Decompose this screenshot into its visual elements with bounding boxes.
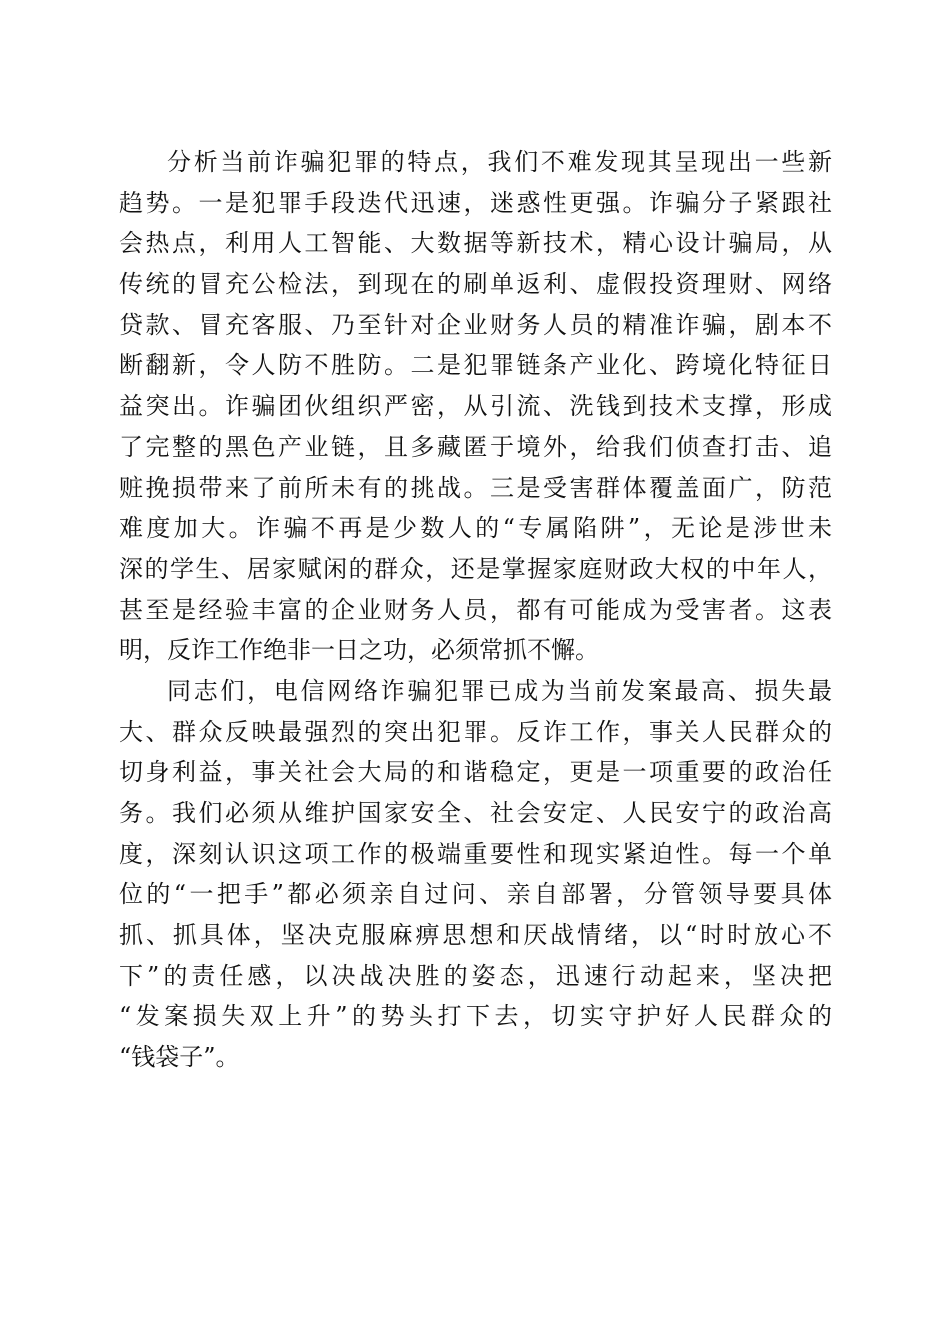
- paragraph-line: 传统的冒充公检法，到现在的刷单返利、虚假投资理财、网络: [119, 270, 832, 299]
- paragraph-line: 断翻新，令人防不胜防。二是犯罪链条产业化、跨境化特征日: [119, 351, 832, 380]
- paragraph-1: [119, 142, 832, 671]
- paragraph-line: 位的“一把手”都必须亲自过问、亲自部署，分管领导要具体: [119, 880, 832, 909]
- paragraph-line: 赃挽损带来了前所未有的挑战。三是受害群体覆盖面广，防范: [119, 473, 832, 502]
- paragraph-line: 了完整的黑色产业链，且多藏匿于境外，给我们侦查打击、追: [119, 432, 832, 461]
- paragraph-line: 甚至是经验丰富的企业财务人员，都有可能成为受害者。这表: [119, 595, 832, 624]
- paragraph-line: 度，深刻认识这项工作的极端重要性和现实紧迫性。每一个单: [119, 839, 832, 868]
- paragraph-line: 难度加大。诈骗不再是少数人的“专属陷阱”，无论是涉世未: [119, 514, 832, 543]
- paragraph-line: 同志们，电信网络诈骗犯罪已成为当前发案最高、损失最: [167, 676, 832, 705]
- paragraph-line: 下”的责任感，以决战决胜的姿态，迅速行动起来，坚决把: [119, 961, 832, 990]
- document-body: [119, 142, 832, 1078]
- paragraph-line: 益突出。诈骗团伙组织严密，从引流、洗钱到技术支撑，形成: [119, 392, 832, 421]
- paragraph-line: 深的学生、居家赋闲的群众，还是掌握家庭财政大权的中年人，: [119, 554, 832, 583]
- paragraph-line: 大、群众反映最强烈的突出犯罪。反诈工作，事关人民群众的: [119, 717, 832, 746]
- paragraph-line: 会热点，利用人工智能、大数据等新技术，精心设计骗局，从: [119, 229, 832, 258]
- paragraph-line: 明，反诈工作绝非一日之功，必须常抓不懈。: [119, 636, 599, 665]
- paragraph-line: 贷款、冒充客服、乃至针对企业财务人员的精准诈骗，剧本不: [119, 310, 832, 339]
- paragraph-line: 抓、抓具体，坚决克服麻痹思想和厌战情绪，以“时时放心不: [119, 921, 832, 950]
- paragraph-line: 趋势。一是犯罪手段迭代迅速，迷惑性更强。诈骗分子紧跟社: [119, 188, 832, 217]
- paragraph-line: 分析当前诈骗犯罪的特点，我们不难发现其呈现出一些新: [167, 148, 832, 176]
- paragraph-line: 切身利益，事关社会大局的和谐稳定，更是一项重要的政治任: [119, 758, 832, 787]
- paragraph-line: “钱袋子”。: [119, 1043, 240, 1072]
- paragraph-line: “发案损失双上升”的势头打下去，切实守护好人民群众的: [119, 1002, 832, 1031]
- paragraph-line: 务。我们必须从维护国家安全、社会安定、人民安宁的政治高: [119, 799, 832, 827]
- paragraph-2: [119, 671, 832, 1078]
